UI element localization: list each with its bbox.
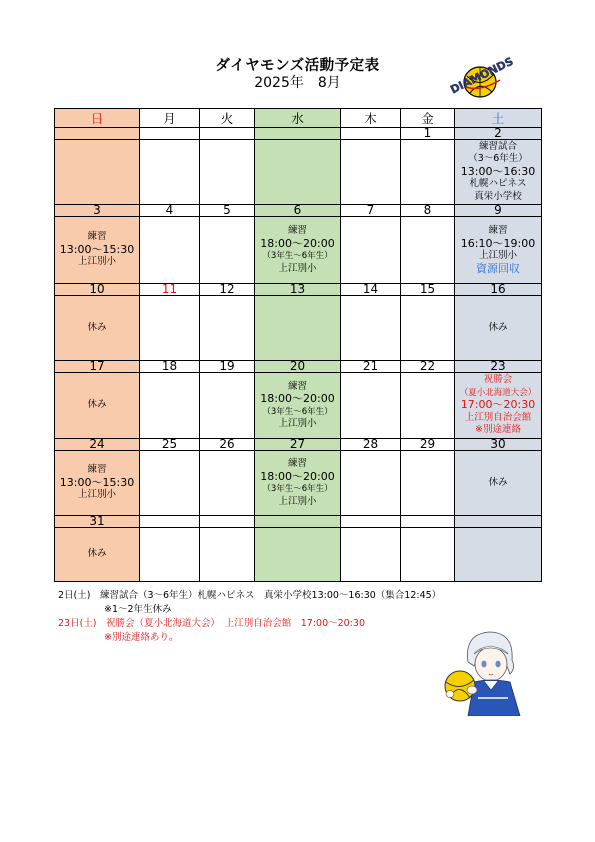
schedule-cell [401,140,455,205]
date-cell: 7 [341,205,401,217]
player-illustration [434,624,534,716]
event-grade: （3年生～6年生） [262,251,333,261]
schedule-cell-off [55,528,140,582]
event-place: 上江別小 [278,418,317,429]
schedule-row [55,296,542,361]
schedule-cell [200,140,255,205]
event-title: 練習 [87,464,107,476]
date-cell: 23 [455,361,542,373]
event-time: 18:00～20:00 [260,392,335,405]
schedule-cell [401,451,455,516]
schedule-cell [401,217,455,284]
date-cell: 22 [401,361,455,373]
note-practice-match: 2日(土) 練習試合（3～6年生）札幌ハピネス 真栄小学校13:00～16:30（集合12:45） [58,590,442,601]
schedule-cell [341,528,401,582]
schedule-cell [140,140,200,205]
date-cell: 5 [200,205,255,217]
schedule-cell-off [455,296,542,361]
date-cell [455,516,542,528]
schedule-cell [255,140,341,205]
schedule-cell [140,296,200,361]
event-title: 練習試合 [478,140,517,152]
schedule-row [55,373,542,439]
event-title: 練習 [87,231,107,243]
date-cell: 26 [200,439,255,451]
date-cell: 17 [55,361,140,373]
date-cell [55,128,140,140]
schedule-cell [341,373,401,439]
event-title: 休み [87,548,107,560]
schedule-cell [200,296,255,361]
event-place: 上江別小 [77,256,116,268]
schedule-cell [140,451,200,516]
event-title: 休み [87,321,107,333]
diamonds-logo [440,40,516,110]
schedule-cell [455,528,542,582]
event-time: 13:00～15:30 [59,475,135,489]
date-cell: 15 [401,284,455,296]
date-cell: 28 [341,439,401,451]
schedule-cell-practice [455,217,542,284]
note-celebration: 23日(土) 祝勝会（夏小北海道大会） 上江別自治会館 17:00～20:30 [58,618,366,629]
schedule-cell [200,373,255,439]
event-time: 18:00～20:00 [260,236,335,250]
schedule-cell [200,217,255,284]
schedule-cell-practice [255,217,341,284]
event-time: 13:00～15:30 [59,242,135,256]
event-title: 練習 [488,225,508,236]
date-cell [140,128,200,140]
event-grade: （3年生～6年生） [262,406,333,417]
date-cell: 24 [55,439,140,451]
schedule-cell [401,373,455,439]
schedule-cell-off [55,296,140,361]
calendar-table [54,108,542,582]
date-cell: 3 [55,205,140,217]
event-title: 練習 [287,380,307,392]
date-cell: 21 [341,361,401,373]
date-cell: 20 [255,361,341,373]
schedule-cell-practice [55,451,140,516]
weekday-fri: 金 [401,109,455,128]
date-cell: 18 [140,361,200,373]
page-subtitle: 2025年 8月 [254,75,341,91]
event-grade: （3年生～6年生） [262,484,333,494]
event-place: 上江別小 [278,262,317,274]
date-cell [200,128,255,140]
date-cell: 6 [255,205,341,217]
footnotes [58,589,441,645]
schedule-cell [200,451,255,516]
event-grade: （3～6年生） [468,153,528,165]
date-cell: 30 [455,439,542,451]
date-cell: 1 [401,128,455,140]
date-cell [341,516,401,528]
date-row [55,128,542,140]
date-cell: 8 [401,205,455,217]
weekday-sun: 日 [55,109,140,128]
weekday-sat: 土 [455,109,542,128]
weekday-mon: 月 [140,109,200,128]
event-place: 上江別自治会館 [464,411,532,423]
date-cell: 25 [140,439,200,451]
event-place: 真栄小学校 [474,190,522,202]
logo-lettering: DIAMONDS [448,54,516,97]
schedule-cell [140,217,200,284]
date-cell-holiday: 11 [140,284,200,296]
date-row [55,284,542,296]
event-place: 上江別小 [278,495,317,507]
schedule-cell [140,528,200,582]
date-cell: 2 [455,128,542,140]
schedule-cell [255,528,341,582]
event-opponent: 札幌ハピネス [469,178,527,190]
date-cell [255,128,341,140]
schedule-cell [140,373,200,439]
page-title: ダイヤモンズ活動予定表 [215,58,380,74]
event-title: 練習 [287,458,307,469]
schedule-cell [200,528,255,582]
date-cell: 12 [200,284,255,296]
event-title: 休み [87,399,107,411]
schedule-cell-practice [255,373,341,439]
weekday-thu: 木 [341,109,401,128]
schedule-cell [341,217,401,284]
schedule-cell-practice [255,451,341,516]
date-cell [401,516,455,528]
note-grade-off: ※1～2年生休み [104,604,172,615]
schedule-cell-off [55,373,140,439]
event-time: 18:00～20:00 [260,469,335,483]
weekday-tue: 火 [200,109,255,128]
event-time: 16:10～19:00 [460,236,536,250]
note-contact: ※別途連絡あり。 [104,632,179,643]
date-cell: 19 [200,361,255,373]
event-time: 17:00～20:30 [460,398,536,412]
event-occasion: （夏小北海道大会） [459,387,537,398]
schedule-row [55,528,542,582]
date-row [55,439,542,451]
event-title: 練習 [287,225,307,236]
schedule-cell [341,451,401,516]
event-title: 祝勝会 [483,374,513,386]
schedule-cell-practice-match [455,140,542,205]
weekday-wed: 水 [255,109,341,128]
date-cell: 14 [341,284,401,296]
date-cell: 4 [140,205,200,217]
date-cell: 9 [455,205,542,217]
date-cell: 27 [255,439,341,451]
date-cell [200,516,255,528]
schedule-cell [255,296,341,361]
date-cell: 10 [55,284,140,296]
schedule-cell [401,528,455,582]
event-title: 休み [488,321,508,333]
date-row [55,516,542,528]
schedule-row [55,451,542,516]
schedule-cell [55,140,140,205]
date-cell: 29 [401,439,455,451]
date-cell [341,128,401,140]
schedule-cell-celebration [455,373,542,439]
schedule-cell-practice [55,217,140,284]
event-place: 上江別小 [77,489,116,501]
schedule-cell-off [455,451,542,516]
date-row [55,205,542,217]
date-cell [255,516,341,528]
schedule-cell [341,296,401,361]
schedule-row [55,140,542,205]
event-title: 休み [488,476,508,488]
schedule-row [55,217,542,284]
schedule-cell [341,140,401,205]
date-cell: 31 [55,516,140,528]
weekday-header-row [55,109,542,128]
schedule-cell [401,296,455,361]
date-cell [140,516,200,528]
event-note: ※別途連絡 [475,424,521,436]
date-cell: 16 [455,284,542,296]
recycling-note: 資源回収 [476,261,520,275]
event-time: 13:00～16:30 [460,164,536,178]
date-row [55,361,542,373]
date-cell: 13 [255,284,341,296]
event-place: 上江別小 [478,250,517,261]
